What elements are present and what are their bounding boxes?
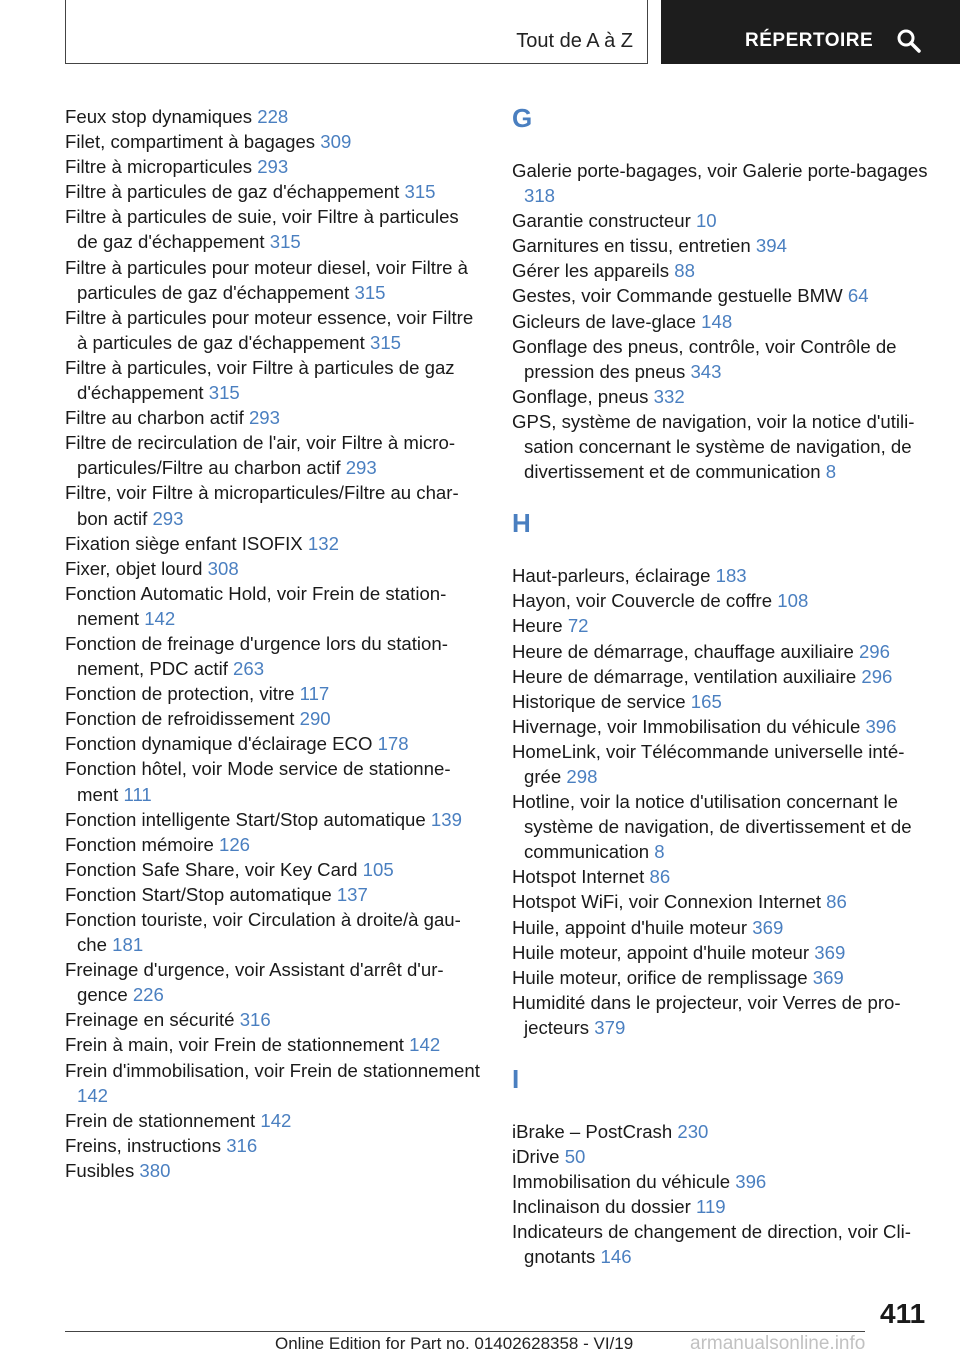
index-entry-text: Filtre à particules pour moteur essence, voir Filtre à particules de gaz d'échappement [65, 306, 474, 353]
index-page-link[interactable]: 263 [233, 658, 265, 680]
index-entry [512, 588, 932, 613]
index-entry-text: Fixation siège enfant ISOFIX [65, 532, 303, 554]
index-page-link[interactable]: 396 [865, 715, 897, 737]
index-entry-text: Frein de stationnement [65, 1109, 256, 1131]
index-page-link[interactable]: 142 [144, 607, 176, 629]
index-entry-text: Frein d'immobilisation, voir Frein de stationnement [65, 1059, 480, 1081]
index-page-link[interactable]: 380 [139, 1159, 171, 1181]
index-entry-text: Haut-parleurs, éclairage [512, 565, 711, 587]
index-page-link[interactable]: 228 [257, 106, 289, 127]
index-page-link[interactable]: 293 [152, 507, 184, 529]
index-entry [65, 405, 480, 430]
index-entry [512, 1144, 932, 1169]
index-entry-text: Filtre à particules, voir Filtre à particules de gaz d'échappement [65, 356, 455, 404]
index-entry-text: Fonction Automatic Hold, voir Frein de stationnement [65, 582, 447, 629]
index-entry [512, 1169, 932, 1194]
index-entry-text: iDrive [512, 1146, 560, 1168]
index-page-link[interactable]: 316 [226, 1134, 258, 1156]
index-page-link[interactable]: 137 [336, 883, 368, 905]
index-entry-text: Inclinaison du dossier [512, 1196, 691, 1218]
index-entry [512, 158, 932, 208]
index-page-link[interactable]: 64 [847, 285, 869, 307]
index-page-link[interactable]: 396 [735, 1171, 767, 1193]
index-entry [512, 915, 932, 940]
index-page-link[interactable]: 332 [653, 385, 685, 407]
index-page-link[interactable]: 139 [430, 808, 462, 830]
index-page-link[interactable]: 117 [299, 683, 330, 705]
index-page-link[interactable]: 148 [701, 310, 733, 332]
index-entry [65, 1158, 480, 1183]
index-page-link[interactable]: 308 [207, 557, 239, 579]
index-entry [512, 689, 932, 714]
index-entry [512, 309, 932, 334]
index-entry-text: Huile moteur, orifice de remplissage [512, 966, 808, 988]
index-entry-text: Filtre de recirculation de l'air, voir Filtre à microparticules/Filtre au charbon actif [65, 432, 456, 479]
index-entry-text: Hivernage, voir Immobilisation du véhicule [512, 715, 861, 737]
section-gap [512, 1040, 932, 1066]
index-entry [512, 283, 932, 308]
index-page-link[interactable]: 315 [354, 281, 386, 303]
index-page-link[interactable]: 10 [695, 210, 717, 232]
index-entry [65, 129, 480, 154]
index-entry [65, 706, 480, 731]
index-entry [512, 613, 932, 638]
index-entry-text: Freinage d'urgence, voir Assistant d'arrêt d'urgence [65, 959, 444, 1006]
index-page-link[interactable]: 8 [825, 461, 837, 483]
index-entry-text: Fixer, objet lourd [65, 557, 203, 579]
index-entry-text: Fonction de freinage d'urgence lors du stationnement, PDC actif [65, 632, 448, 680]
index-page-link[interactable]: 298 [566, 765, 598, 787]
index-entry-text: Galerie porte-bagages, voir Galerie porte-bagages [512, 160, 928, 181]
index-page-link[interactable]: 293 [257, 156, 289, 178]
index-entry-text: Filtre à particules pour moteur diesel, voir Filtre à particules de gaz d'échappement [65, 256, 469, 303]
index-page-link[interactable]: 315 [208, 382, 240, 404]
index-entry [512, 409, 932, 484]
index-page-link[interactable]: 105 [362, 858, 394, 880]
index-page-link[interactable]: 316 [239, 1009, 271, 1031]
index-entry [512, 384, 932, 409]
index-column-right [512, 104, 932, 1270]
index-entry [512, 334, 932, 384]
index-entry [512, 864, 932, 889]
index-page-link[interactable]: 309 [320, 131, 352, 153]
index-page-link[interactable]: 86 [826, 891, 847, 913]
index-entry [65, 531, 480, 556]
tab-tout-de-a-a-z[interactable] [65, 0, 648, 64]
index-entry [65, 1133, 480, 1158]
index-entry-text: Fonction touriste, voir Circulation à droite/à gauche [65, 909, 461, 956]
index-entry [65, 581, 480, 631]
index-entry-text: Filtre au charbon actif [65, 407, 244, 429]
section-letter: G [512, 103, 533, 133]
index-page-link[interactable]: 108 [777, 590, 809, 612]
index-entry [512, 664, 932, 689]
index-entry [65, 1108, 480, 1133]
index-entry-text: Fonction de refroidissement [65, 708, 295, 730]
index-entry-text: HomeLink, voir Télécommande universelle intégrée [512, 740, 905, 787]
index-page-link[interactable]: 293 [345, 457, 377, 479]
index-entry [65, 681, 480, 706]
index-entry-text: Humidité dans le projecteur, voir Verres de projecteurs [512, 991, 901, 1038]
section-letter: I [512, 1064, 520, 1094]
index-page-link[interactable]: 296 [858, 640, 890, 662]
index-entry [512, 789, 932, 864]
index-entry [512, 1119, 932, 1144]
index-page-link[interactable]: 142 [409, 1034, 441, 1056]
index-page-link[interactable]: 369 [812, 966, 844, 988]
section-gap [512, 484, 932, 510]
index-entry-text: Fonction Safe Share, voir Key Card [65, 858, 358, 880]
index-page-link[interactable]: 142 [77, 1084, 109, 1106]
index-page-link[interactable]: 296 [861, 665, 893, 687]
index-entry [65, 631, 480, 681]
index-entry [512, 258, 932, 283]
index-entry [65, 556, 480, 581]
index-entry-text: Filtre, voir Filtre à microparticules/Filtre au charbon actif [65, 482, 459, 529]
index-page-link[interactable]: 226 [132, 984, 164, 1006]
index-page-link[interactable]: 8 [654, 841, 665, 863]
index-entry [65, 305, 480, 355]
index-page-link[interactable]: 230 [677, 1121, 709, 1142]
index-entry [65, 154, 480, 179]
index-entry-text: Fonction mémoire [65, 833, 214, 855]
index-column-left [65, 104, 480, 1183]
index-entry [65, 857, 480, 882]
index-entry-text: Filet, compartiment à bagages [65, 131, 316, 153]
index-page-link[interactable]: 178 [377, 733, 409, 755]
index-entry [65, 1007, 480, 1032]
index-page-link[interactable]: 165 [690, 690, 722, 712]
index-entry-text: Gonflage, pneus [512, 385, 649, 407]
index-page-link[interactable]: 111 [123, 783, 152, 805]
index-entry-text: Fonction Start/Stop automatique [65, 883, 332, 905]
index-entry [512, 1194, 932, 1219]
index-entry [65, 957, 480, 1007]
index-entry-text: Gérer les appareils [512, 260, 670, 282]
index-page-link[interactable]: 290 [299, 708, 331, 730]
tab-repertoire[interactable] [661, 0, 960, 64]
footer-edition: Online Edition for Part no. 01402628358 - VI/19 [275, 1334, 634, 1353]
index-entry-text: Hotspot WiFi, voir Connexion Internet [512, 891, 821, 913]
index-entry-text: GPS, système de navigation, voir la notice d'utilisation concernant le système de navigation, de divertissement et de communication [512, 410, 915, 483]
index-entry [65, 355, 480, 405]
index-page-link[interactable]: 369 [752, 916, 784, 938]
index-page-link[interactable]: 394 [755, 235, 787, 257]
index-page-link[interactable]: 50 [564, 1146, 586, 1168]
index-entry [512, 639, 932, 664]
index-page-link[interactable]: 369 [814, 941, 846, 963]
index-page-link[interactable]: 315 [269, 231, 301, 253]
index-page-link[interactable]: 315 [370, 331, 402, 353]
index-entry [65, 731, 480, 756]
index-entry-text: Historique de service [512, 690, 686, 712]
index-entry [512, 990, 932, 1040]
index-entry [65, 756, 480, 806]
index-page-link[interactable]: 119 [695, 1196, 726, 1218]
index-page-link[interactable]: 146 [600, 1246, 632, 1268]
index-entry [512, 739, 932, 789]
index-entry-text: Fonction intelligente Start/Stop automatique [65, 808, 426, 830]
index-entry-text: Freinage en sécurité [65, 1009, 235, 1031]
index-entry [65, 255, 480, 305]
section-letter: H [512, 508, 531, 539]
index-page-link[interactable]: 343 [690, 360, 722, 382]
index-page-link[interactable]: 132 [307, 532, 339, 554]
index-entry [512, 714, 932, 739]
index-page-link[interactable]: 318 [524, 185, 556, 207]
index-entry [65, 1058, 480, 1108]
index-entry-text: iBrake – PostCrash [512, 1121, 673, 1142]
index-entry [65, 204, 480, 254]
index-entry-text: Huile, appoint d'huile moteur [512, 916, 748, 938]
index-entry [65, 430, 480, 480]
search-icon[interactable] [896, 28, 922, 54]
index-entry-text: Immobilisation du véhicule [512, 1171, 731, 1193]
index-entry-text: Feux stop dynamiques [65, 106, 253, 127]
index-entry-text: Filtre à particules de gaz d'échappement [65, 181, 400, 203]
index-entry-text: Hotline, voir la notice d'utilisation concernant le système de navigation, de divertissement et de communication [512, 791, 912, 863]
index-page-link[interactable]: 293 [248, 407, 280, 429]
index-entry-text: Fonction dynamique d'éclairage ECO [65, 733, 373, 755]
index-entry-text: Gonflage des pneus, contrôle, voir Contrôle de pression des pneus [512, 335, 897, 382]
page-number: 411 [880, 1298, 926, 1329]
index-page-link[interactable]: 142 [260, 1109, 292, 1131]
index-entry-text: Fonction de protection, vitre [65, 683, 295, 705]
index-entry-text: Huile moteur, appoint d'huile moteur [512, 941, 810, 963]
index-page-link[interactable]: 126 [218, 833, 251, 855]
index-entry-text: Heure [512, 615, 563, 637]
tab-az-label: Tout de A à Z [516, 30, 633, 52]
index-entry [512, 965, 932, 990]
index-page-link[interactable]: 315 [404, 181, 436, 203]
index-entry-text: Garnitures en tissu, entretien [512, 235, 751, 257]
index-page-link[interactable]: 88 [674, 260, 695, 282]
index-entry-text: Filtre à particules de suie, voir Filtre à particules de gaz d'échappement [65, 206, 459, 253]
index-entry [512, 208, 932, 233]
tab-repertoire-label: RÉPERTOIRE [745, 30, 874, 51]
index-page-link[interactable]: 379 [594, 1016, 626, 1038]
index-entry [65, 882, 480, 907]
index-entry [512, 889, 932, 914]
index-entry [65, 104, 480, 129]
index-entry [512, 940, 932, 965]
index-entry-text: Heure de démarrage, ventilation auxiliaire [512, 665, 857, 687]
index-entry [65, 480, 480, 530]
index-page-link[interactable]: 181 [112, 934, 144, 956]
index-entry-text: Gestes, voir Commande gestuelle BMW [512, 285, 843, 307]
index-page-link[interactable]: 183 [715, 565, 747, 587]
index-entry-text: Frein à main, voir Frein de stationnement [65, 1034, 404, 1056]
index-entry-text: Freins, instructions [65, 1134, 222, 1156]
index-entry [65, 179, 480, 204]
index-entry [512, 563, 932, 588]
index-entry-text: Heure de démarrage, chauffage auxiliaire [512, 640, 854, 662]
index-entry [512, 233, 932, 258]
index-entry-text: Fusibles [65, 1159, 135, 1181]
index-entry-text: Hotspot Internet [512, 866, 645, 888]
index-entry [65, 807, 480, 832]
index-entry-text: Garantie constructeur [512, 210, 691, 232]
index-entry-text: Filtre à microparticules [65, 156, 253, 178]
index-entry [65, 832, 480, 857]
index-entry [65, 1032, 480, 1057]
index-entry-text: Fonction hôtel, voir Mode service de stationnement [65, 758, 451, 805]
index-page-link[interactable]: 72 [567, 615, 589, 637]
index-page-link[interactable]: 86 [649, 866, 671, 888]
footer-divider [65, 1331, 865, 1332]
index-entry [512, 1219, 932, 1269]
index-entry [65, 907, 480, 957]
index-entry-text: Gicleurs de lave-glace [512, 310, 696, 332]
index-entry-text: Hayon, voir Couvercle de coffre [512, 590, 773, 612]
index-entry-text: Indicateurs de changement de direction, voir Clignotants [512, 1221, 911, 1268]
watermark: armanualsonline.info [690, 1333, 866, 1354]
